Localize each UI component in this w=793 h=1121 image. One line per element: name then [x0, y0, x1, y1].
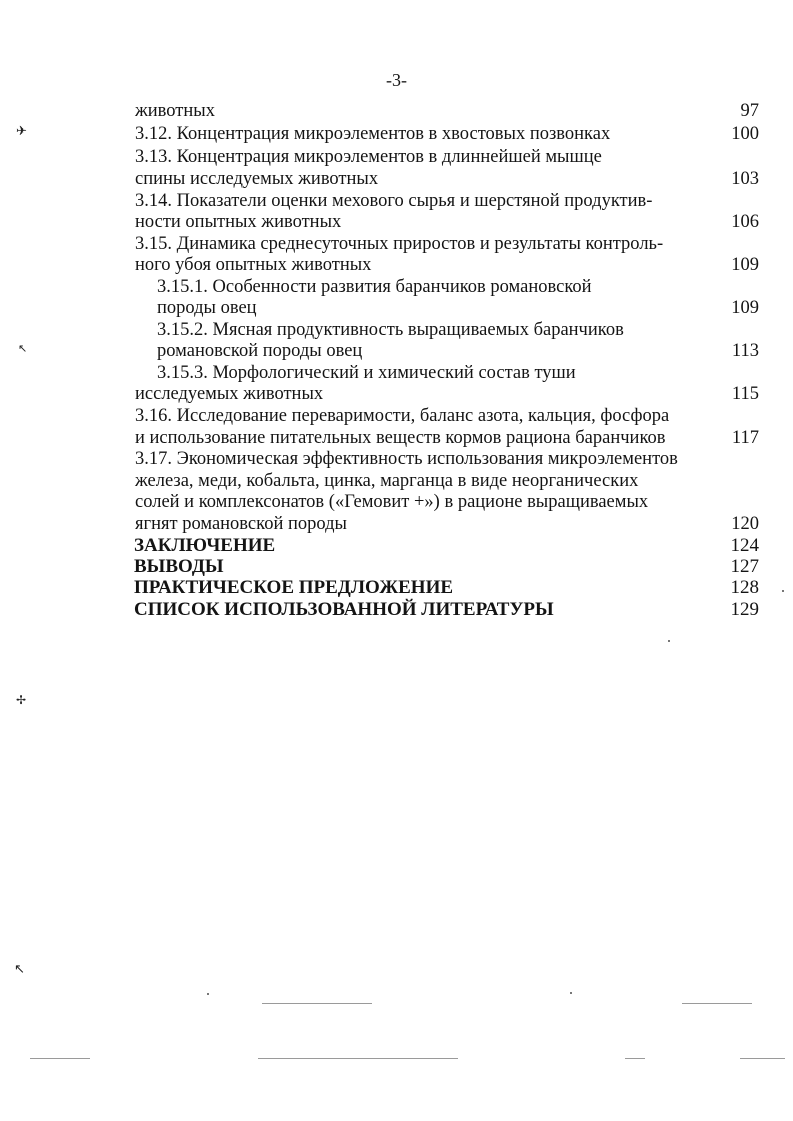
toc-entry-page: 117	[731, 428, 759, 448]
toc-entry	[0, 448, 793, 470]
scan-line	[30, 1058, 90, 1059]
toc-entry-text: 3.15.2. Мясная продуктивность выращиваемых баранчиков	[157, 320, 624, 340]
toc-heading-entry	[0, 556, 793, 578]
toc-entry	[0, 427, 793, 449]
toc-entry	[0, 513, 793, 535]
toc-entry-text: 3.15. Динамика среднесуточных приростов и результаты контроль-	[135, 234, 664, 254]
toc-heading-entry	[0, 535, 793, 557]
toc-entry	[0, 100, 793, 122]
toc-entry-page: 109	[731, 255, 759, 275]
toc-entry-text: 3.15.3. Морфологический и химический состав туши	[157, 363, 576, 383]
toc-entry-page: 115	[731, 384, 759, 404]
scan-line	[740, 1058, 785, 1059]
toc-entry	[0, 146, 793, 168]
scan-speck	[570, 992, 572, 994]
toc-entry	[0, 233, 793, 255]
toc-entry	[0, 470, 793, 492]
scan-line	[262, 1003, 372, 1004]
toc-entry	[0, 276, 793, 298]
toc-entry-page: 128	[730, 577, 759, 598]
toc-entry	[0, 319, 793, 341]
toc-entry-page: 129	[730, 599, 759, 620]
toc-entry-text: ягнят романовской породы	[135, 514, 347, 534]
scan-line	[625, 1058, 645, 1059]
toc-entry-text: СПИСОК ИСПОЛЬЗОВАННОЙ ЛИТЕРАТУРЫ	[134, 599, 554, 620]
toc-entry-page: 100	[731, 124, 759, 144]
toc-entry-text: ПРАКТИЧЕСКОЕ ПРЕДЛОЖЕНИЕ	[134, 577, 454, 598]
scan-line	[258, 1058, 458, 1059]
toc-heading-entry	[0, 599, 793, 621]
scan-mark-icon: ✈	[16, 124, 27, 139]
toc-entry-text: ВЫВОДЫ	[134, 556, 224, 577]
toc-entry	[0, 123, 793, 145]
toc-entry-text: железа, меди, кобальта, цинка, марганца в виде неорганических	[135, 471, 639, 491]
toc-entry	[0, 297, 793, 319]
toc-entry-text: спины исследуемых животных	[135, 169, 379, 189]
toc-heading-entry	[0, 577, 793, 599]
scan-line	[682, 1003, 752, 1004]
scan-speck	[782, 590, 784, 592]
toc-entry-page: 106	[731, 212, 759, 232]
toc-entry	[0, 491, 793, 513]
toc-entry	[0, 405, 793, 427]
toc-entry-text: ЗАКЛЮЧЕНИЕ	[134, 535, 276, 556]
page-number: -3-	[386, 70, 407, 90]
toc-entry-page: 127	[730, 556, 759, 577]
toc-entry-text: 3.13. Концентрация микроэлементов в длиннейшей мышце	[135, 147, 602, 167]
scan-speck	[207, 993, 209, 995]
toc-entry-text: 3.15.1. Особенности развития баранчиков романовской	[157, 277, 592, 297]
toc-entry-text: животных	[135, 101, 215, 121]
toc-entry-text: 3.14. Показатели оценки мехового сырья и шерстяной продуктив-	[135, 191, 653, 211]
toc-entry-text: 3.12. Концентрация микроэлементов в хвостовых позвонках	[135, 124, 611, 144]
toc-entry	[0, 190, 793, 212]
toc-entry-page: 120	[731, 514, 759, 534]
toc-entry-text: и использование питательных веществ кормов рациона баранчиков	[135, 428, 666, 448]
scan-mark-icon: ✢	[16, 693, 27, 707]
scan-speck	[668, 640, 670, 642]
toc-entry-page: 109	[731, 298, 759, 318]
toc-entry-text: ности опытных животных	[135, 212, 342, 232]
toc-entry-text: ного убоя опытных животных	[135, 255, 372, 275]
toc-entry-page: 124	[730, 535, 759, 556]
toc-entry-page: 97	[740, 101, 759, 121]
toc-entry-page: 103	[731, 169, 759, 189]
toc-entry-page: 113	[731, 341, 759, 361]
toc-entry	[0, 340, 793, 362]
toc-entry	[0, 254, 793, 276]
toc-entry-text: солей и комплексонатов («Гемовит +») в рационе выращиваемых	[135, 492, 649, 512]
toc-entry-text: романовской породы овец	[157, 341, 363, 361]
toc-entry	[0, 211, 793, 233]
toc-entry-text: 3.16. Исследование переваримости, баланс азота, кальция, фосфора	[135, 406, 670, 426]
toc-entry	[0, 168, 793, 190]
toc-entry	[0, 383, 793, 405]
toc-entry-text: породы овец	[157, 298, 257, 318]
toc-entry-text: 3.17. Экономическая эффективность использования микроэлементов	[135, 449, 678, 469]
scan-mark-icon: ↖	[18, 342, 28, 355]
scan-mark-icon: ↖	[14, 962, 25, 977]
toc-entry-text: исследуемых животных	[135, 384, 324, 404]
toc-entry	[0, 362, 793, 384]
